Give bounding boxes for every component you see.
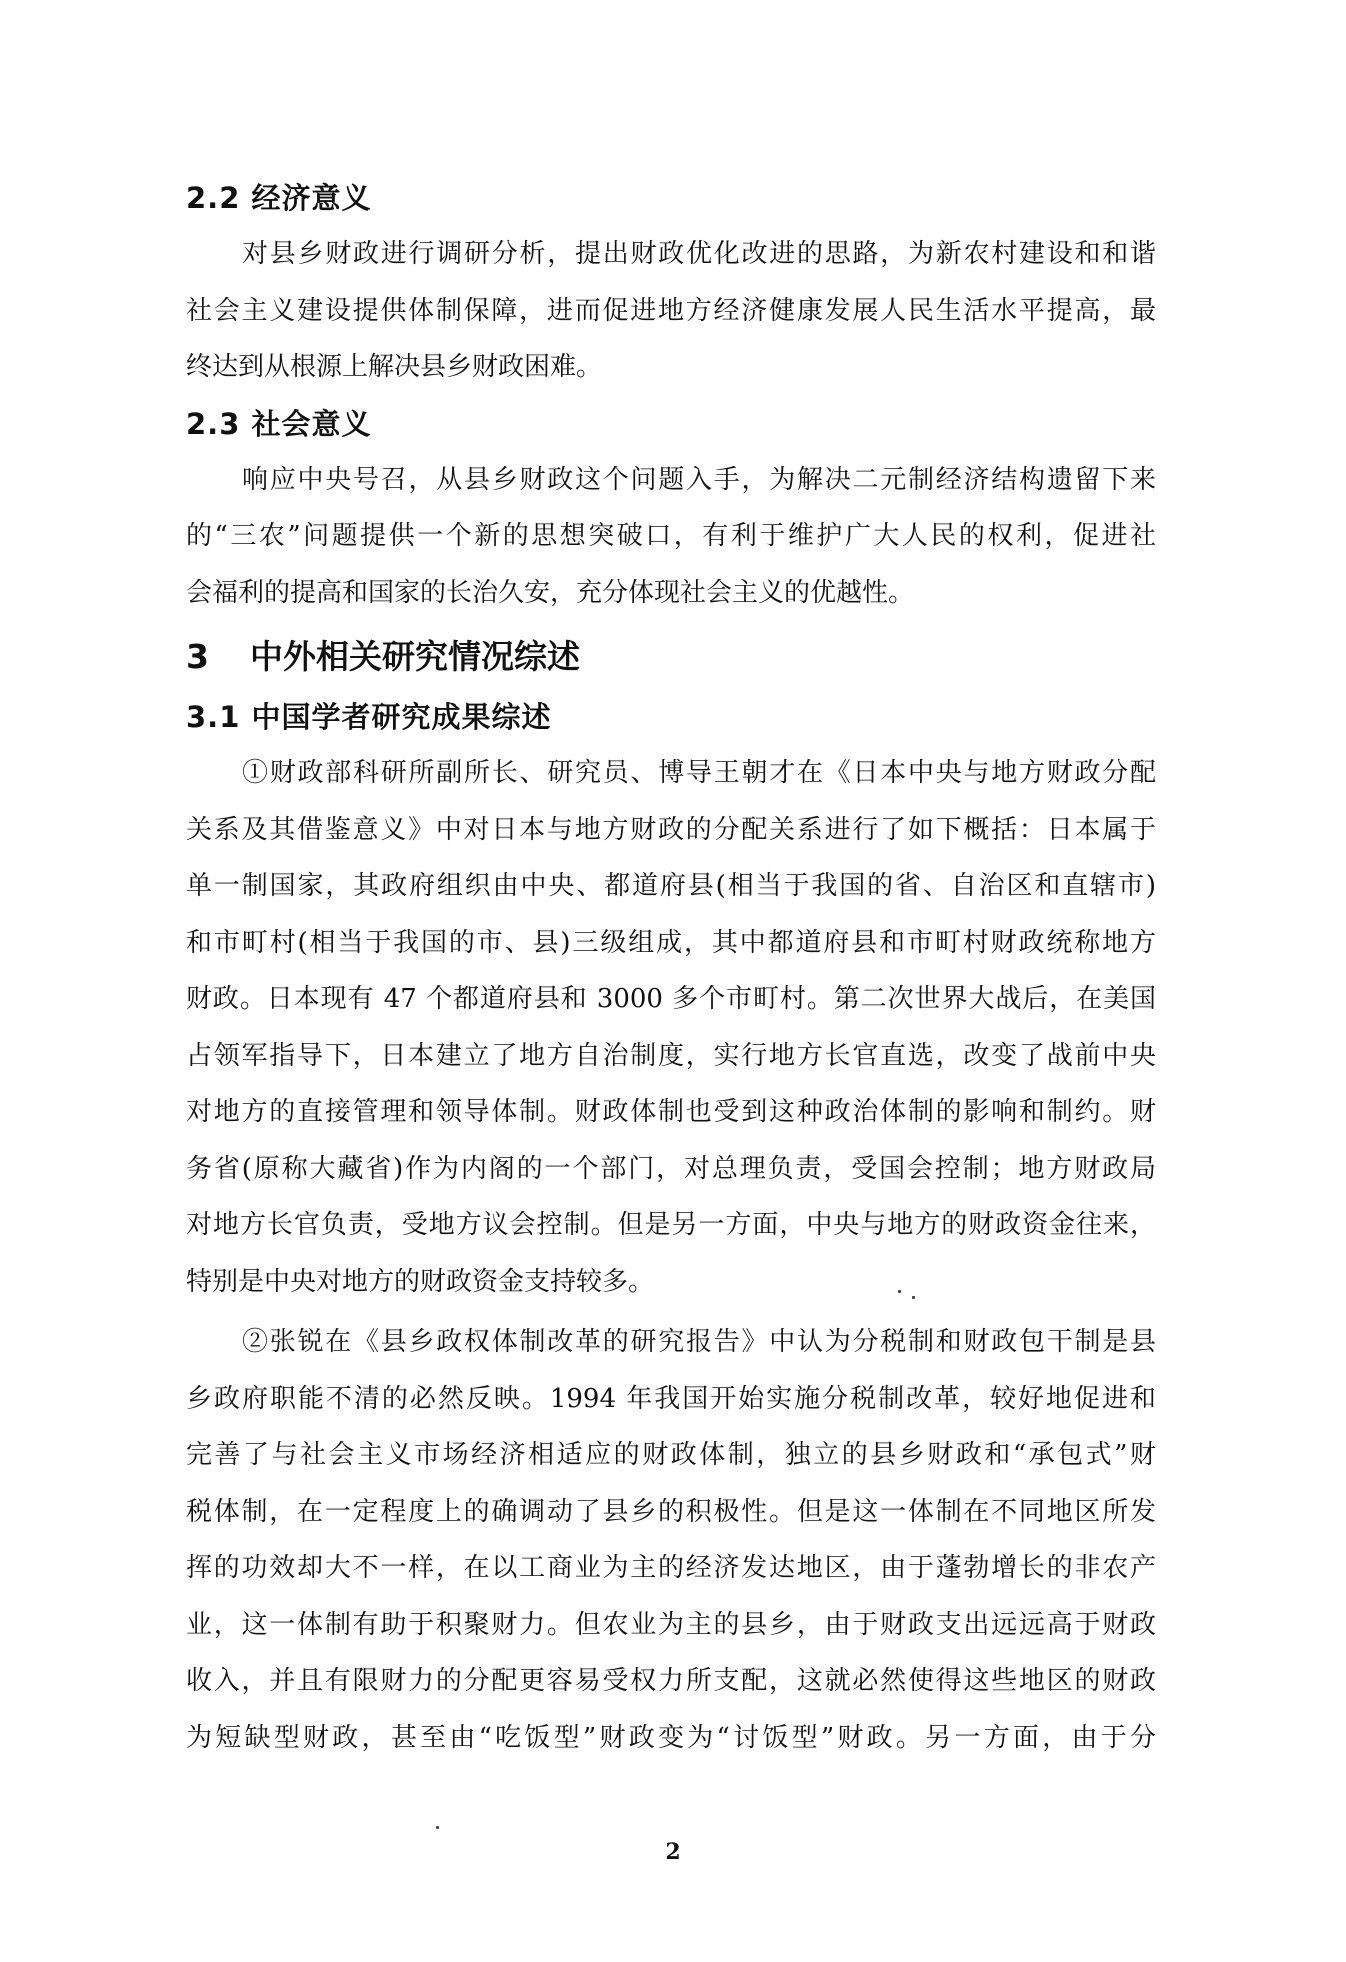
paragraph-line: 终达到从根源上解决县乡财政困难。 bbox=[186, 352, 603, 382]
chapter-number: 3 bbox=[186, 637, 209, 676]
page-number: 2 bbox=[665, 1839, 681, 1865]
paragraph-line: 关系及其借鉴意义》中对日本与地方财政的分配关系进行了如下概括：日本属于 bbox=[186, 814, 1156, 845]
paragraph-line: 对地方的直接管理和领导体制。财政体制也受到这种政治体制的影响和制约。财 bbox=[186, 1097, 1156, 1127]
paragraph-line: 为短缺型财政，甚至由“吃饭型”财政变为“讨饭型”财政。另一方面，由于分 bbox=[186, 1722, 1156, 1753]
paragraph-line: 务省(原称大藏省)作为内阁的一个部门，对总理负责，受国会控制；地方财政局 bbox=[186, 1153, 1156, 1184]
scan-speck bbox=[912, 1296, 915, 1299]
paragraph-line: 和市町村(相当于我国的市、县)三级组成，其中都道府县和市町村财政统称地方 bbox=[186, 927, 1156, 958]
paragraph-line: ②张锐在《县乡政权体制改革的研究报告》中认为分税制和财政包干制是县 bbox=[242, 1327, 1156, 1357]
section-heading-2-2: 2.2 经济意义 bbox=[186, 181, 372, 215]
paragraph-line: 对县乡财政进行调研分析，提出财政优化改进的思路，为新农村建设和和谐 bbox=[242, 239, 1156, 269]
scan-speck bbox=[436, 1826, 439, 1829]
chapter-heading bbox=[186, 625, 1156, 689]
paragraph-line: 单一制国家，其政府组织由中央、都道府县(相当于我国的省、自治区和直辖市) bbox=[186, 871, 1156, 901]
paragraph-line: 会福利的提高和国家的长治久安，充分体现社会主义的优越性。 bbox=[186, 577, 915, 608]
paragraph-line: 特别是中央对地方的财政资金支持较多。 bbox=[186, 1266, 655, 1297]
paragraph-line: 挥的功效却大不一样，在以工商业为主的经济发达地区，由于蓬勃增长的非农产 bbox=[186, 1553, 1156, 1583]
page-content bbox=[186, 170, 1156, 1766]
paragraph-line: 财政。日本现有 47 个都道府县和 3000 多个市町村。第二次世界大战后，在美国 bbox=[186, 984, 1156, 1014]
paragraph-zhang-rui bbox=[186, 1314, 1156, 1766]
section-heading-2-3: 2.3 社会意义 bbox=[186, 406, 372, 441]
chapter-title: 中外相关研究情况综述 bbox=[250, 637, 580, 676]
paragraph-line: 收入，并且有限财力的分配更容易受权力所支配，这就必然使得这些地区的财政 bbox=[186, 1666, 1156, 1696]
paragraph-line: 乡政府职能不清的必然反映。1994 年我国开始实施分税制改革，较好地促进和 bbox=[186, 1383, 1156, 1414]
scan-speck bbox=[898, 1290, 901, 1293]
paragraph-line: ①财政部科研所副所长、研究员、博导王朝才在《日本中央与地方财政分配 bbox=[242, 758, 1156, 788]
paragraph-line: 税体制，在一定程度上的确调动了县乡的积极性。但是这一体制在不同地区所发 bbox=[186, 1496, 1156, 1527]
paragraph-line: 的“三农”问题提供一个新的思想突破口，有利于维护广大人民的权利，促进社 bbox=[186, 521, 1156, 551]
paragraph-wang-chaocai bbox=[186, 745, 1156, 1310]
section-heading-3-1: 3.1 中国学者研究成果综述 bbox=[186, 700, 552, 734]
paragraph-line: 响应中央号召，从县乡财政这个问题入手，为解决二元制经济结构遗留下来 bbox=[242, 464, 1156, 495]
paragraph-line: 完善了与社会主义市场经济相适应的财政体制，独立的县乡财政和“承包式”财 bbox=[186, 1440, 1156, 1470]
paragraph-line: 对地方长官负责，受地方议会控制。但是另一方面，中央与地方的财政资金往来， bbox=[186, 1210, 1156, 1240]
paragraph-line: 占领军指导下，日本建立了地方自治制度，实行地方长官直选，改变了战前中央 bbox=[186, 1040, 1156, 1071]
paragraph-line: 业，这一体制有助于积聚财力。但农业为主的县乡，由于财政支出远远高于财政 bbox=[186, 1609, 1156, 1640]
paragraph-line: 社会主义建设提供体制保障，进而促进地方经济健康发展人民生活水平提高，最 bbox=[186, 295, 1156, 326]
